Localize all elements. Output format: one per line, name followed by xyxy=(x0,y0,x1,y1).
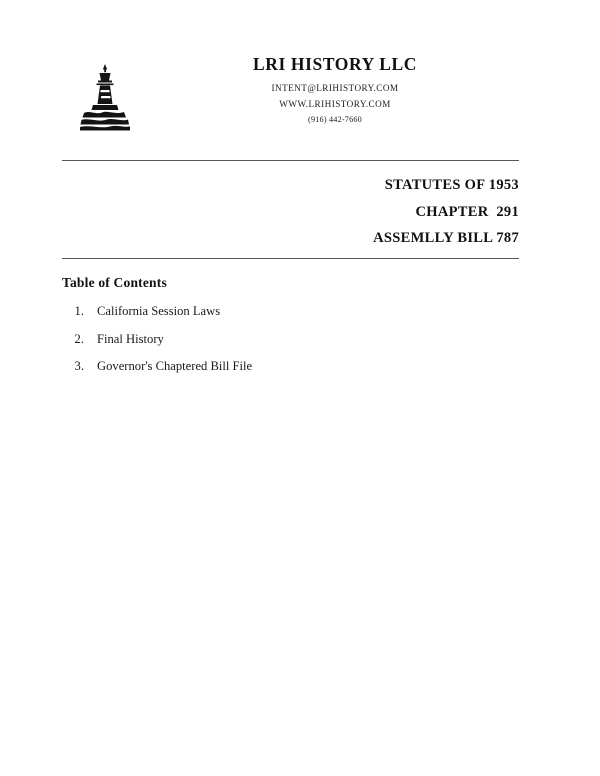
divider-top xyxy=(62,160,519,161)
list-item-number: 3. xyxy=(74,359,84,374)
list-item-label: California Session Laws xyxy=(97,304,221,318)
lighthouse-icon xyxy=(74,61,136,133)
list-item-label: Governor's Chaptered Bill File xyxy=(97,359,253,374)
letterhead-text xyxy=(150,55,540,125)
table-of-contents-list xyxy=(62,304,502,387)
company-website: WWW.LRIHISTORY.COM xyxy=(279,99,391,110)
list-item-label: Final History xyxy=(97,331,164,346)
document-title-block xyxy=(373,178,519,246)
table-of-contents-heading: Table of Contents xyxy=(62,275,167,290)
company-email: INTENT@LRIHISTORY.COM xyxy=(271,83,399,94)
list-item-number: 2. xyxy=(74,331,84,346)
divider-bottom xyxy=(62,258,519,259)
company-name: LRI HISTORY LLC xyxy=(253,54,417,74)
list-item[interactable] xyxy=(62,304,502,320)
list-item[interactable] xyxy=(62,332,502,348)
title-chapter: CHAPTER 291 xyxy=(415,203,519,220)
company-phone: (916) 442-7660 xyxy=(308,115,362,125)
title-statutes-year: STATUTES OF 1953 xyxy=(384,177,519,193)
list-item-number: 1. xyxy=(74,304,84,318)
letterhead xyxy=(60,55,540,133)
list-item[interactable] xyxy=(62,359,502,375)
title-bill: ASSEMLLY BILL 787 xyxy=(373,230,519,246)
logo-container xyxy=(60,55,150,133)
